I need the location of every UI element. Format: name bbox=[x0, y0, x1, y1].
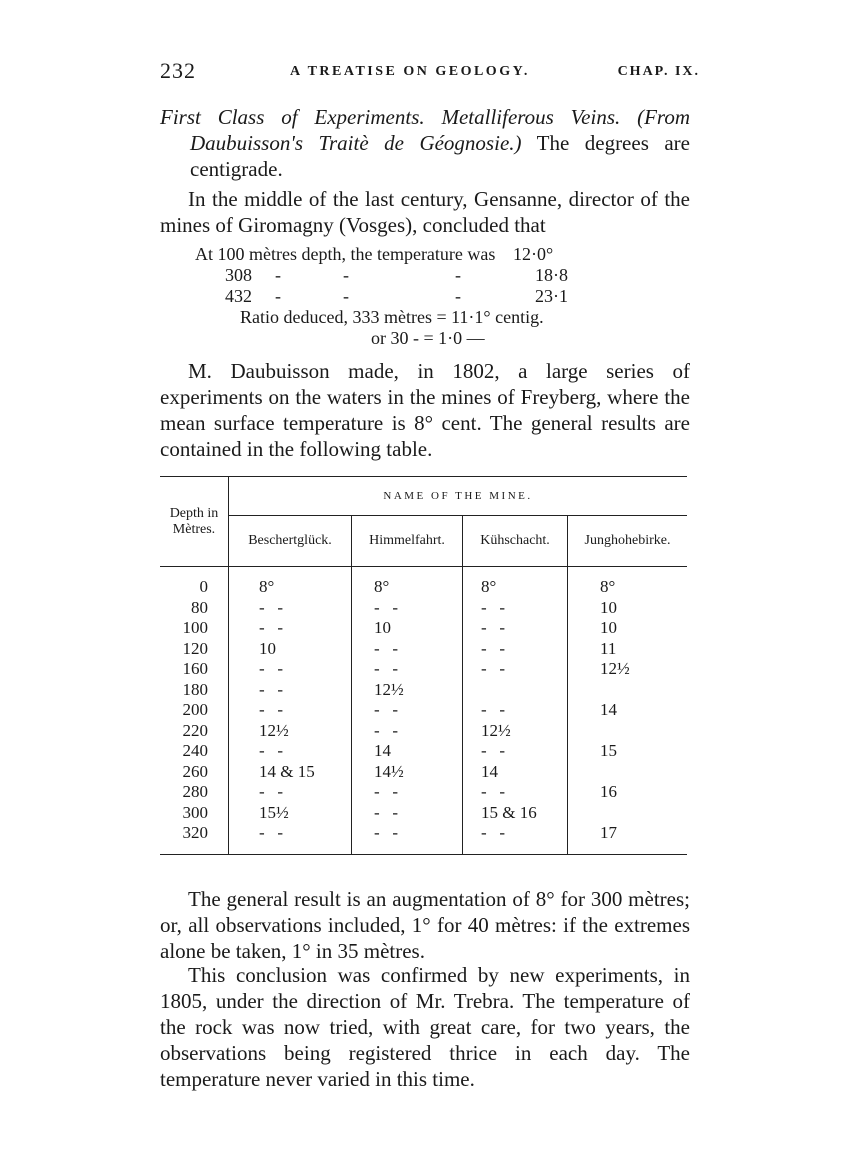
temperature-cell: 8° bbox=[463, 577, 568, 598]
table-row bbox=[160, 680, 687, 701]
temperature-cell: 15 & 16 bbox=[463, 803, 568, 824]
temperature-cell bbox=[568, 803, 688, 824]
depth-cell: 200 bbox=[160, 700, 229, 721]
temperature-cell bbox=[568, 721, 688, 742]
paragraph-result: The general result is an augmentation of 8° for 300 mètres; or, all observations included, 1° for 40 mètres: if the extremes alone be taken, 1° in 35 mètres. bbox=[160, 887, 690, 963]
temperature-cell: 11 bbox=[600, 638, 617, 658]
temperature-cell: - - bbox=[352, 721, 463, 742]
intro-note: The degrees are centigrade. bbox=[190, 131, 690, 181]
temperature-cell: - - bbox=[463, 639, 568, 660]
temperature-cell: - - bbox=[463, 782, 568, 803]
temperature-cell: 15 bbox=[600, 741, 617, 761]
temperature-cell: - - bbox=[229, 823, 352, 844]
temperature-cell: 14 bbox=[352, 741, 463, 762]
intro-heading: First Class of Experiments. Metalliferous Veins. (From Daubuisson's Traitè de Géognosie.) bbox=[160, 105, 690, 155]
depth-cell: 320 bbox=[160, 823, 229, 844]
calc-row: 308 - - - 18·8 bbox=[225, 265, 568, 285]
temperature-cell: - - bbox=[229, 782, 352, 803]
temperature-calculation bbox=[195, 243, 655, 348]
temperature-cell: - - bbox=[352, 823, 463, 844]
temperature-cell: - - bbox=[229, 598, 352, 619]
temperature-cell: - - bbox=[352, 803, 463, 824]
paragraph-daubuisson: M. Daubuisson made, in 1802, a large series of experiments on the waters in the mines of Freyberg, where the mean surface temperature is 8° cent. The general results are contained in the following table. bbox=[160, 359, 690, 461]
temperature-cell: 16 bbox=[600, 782, 617, 802]
depth-cell: 100 bbox=[160, 618, 229, 639]
depth-cell: 160 bbox=[160, 659, 229, 680]
temperature-cell: 12½ bbox=[600, 659, 630, 679]
table-row bbox=[160, 721, 687, 742]
temperature-cell: 14 bbox=[463, 762, 568, 783]
temperature-cell: 12½ bbox=[352, 680, 463, 701]
intro-paragraph bbox=[160, 104, 690, 182]
running-header bbox=[160, 58, 700, 88]
depth-cell: 180 bbox=[160, 680, 229, 701]
table-row bbox=[160, 618, 687, 639]
temperature-cell: - - bbox=[463, 741, 568, 762]
temperature-cell: 17 bbox=[600, 823, 617, 843]
temperature-cell: - - bbox=[352, 700, 463, 721]
temperature-cell: 8° bbox=[229, 577, 352, 598]
temperature-cell: - - bbox=[463, 598, 568, 619]
temperature-cell: - - bbox=[352, 659, 463, 680]
table-row bbox=[160, 741, 687, 762]
table-row bbox=[160, 823, 687, 844]
temperature-cell: - - bbox=[463, 823, 568, 844]
table-row bbox=[160, 577, 687, 598]
temperature-cell bbox=[463, 680, 568, 701]
temperature-cell: 8° bbox=[352, 577, 463, 598]
temperature-cell bbox=[568, 680, 688, 701]
table-row bbox=[160, 803, 687, 824]
calc-row: 432 - - - 23·1 bbox=[225, 286, 568, 306]
mine-group-header: NAME OF THE MINE. bbox=[229, 477, 688, 516]
page-number: 232 bbox=[160, 58, 196, 83]
temperature-cell: - - bbox=[229, 659, 352, 680]
temperature-cell: 8° bbox=[600, 577, 616, 597]
depth-cell: 0 bbox=[160, 577, 229, 598]
temperature-cell: - - bbox=[229, 741, 352, 762]
column-header: Himmelfahrt. bbox=[352, 516, 463, 567]
depth-cell: 240 bbox=[160, 741, 229, 762]
temperature-cell: 10 bbox=[229, 639, 352, 660]
temperature-cell: - - bbox=[229, 700, 352, 721]
temperature-cell: - - bbox=[352, 639, 463, 660]
table-row bbox=[160, 659, 687, 680]
temperature-cell: - - bbox=[463, 700, 568, 721]
depth-cell: 280 bbox=[160, 782, 229, 803]
table-row bbox=[160, 700, 687, 721]
depth-cell: 260 bbox=[160, 762, 229, 783]
paragraph-gensanne: In the middle of the last century, Gensanne, director of the mines of Giromagny (Vosges), concluded that bbox=[160, 187, 690, 237]
temperature-cell: 12½ bbox=[463, 721, 568, 742]
table-row bbox=[160, 782, 687, 803]
temperature-cell: - - bbox=[352, 598, 463, 619]
running-title: A TREATISE ON GEOLOGY. bbox=[290, 64, 530, 79]
temperature-cell: 15½ bbox=[229, 803, 352, 824]
temperature-cell: - - bbox=[229, 680, 352, 701]
table-row bbox=[160, 639, 687, 660]
column-header: Junghohebirke. bbox=[584, 533, 671, 548]
calc-ratio: Ratio deduced, 333 mètres = 11·1° centig. bbox=[240, 307, 544, 327]
temperature-cell: - - bbox=[352, 782, 463, 803]
table-row bbox=[160, 762, 687, 783]
temperature-cell: 12½ bbox=[229, 721, 352, 742]
temperature-cell bbox=[568, 762, 688, 783]
chapter-label: CHAP. IX. bbox=[617, 64, 700, 79]
temperature-cell: 14 bbox=[600, 700, 617, 720]
temperature-cell: - - bbox=[463, 659, 568, 680]
column-header: Beschertglück. bbox=[229, 516, 352, 567]
temperature-cell: 10 bbox=[600, 597, 617, 617]
temperature-table bbox=[160, 476, 687, 872]
paragraph-trebra: This conclusion was confirmed by new experiments, in 1805, under the direction of Mr. Trebra. The temperature of the rock was now tried, with great care, for two years, the observations being registered thrice in each day. The temperature never varied in this time. bbox=[160, 963, 690, 1091]
depth-cell: 80 bbox=[160, 598, 229, 619]
temperature-cell: 14½ bbox=[352, 762, 463, 783]
temperature-cell: - - bbox=[463, 618, 568, 639]
calc-row: At 100 mètres depth, the temperature was 12·0° bbox=[195, 244, 554, 264]
depth-cell: 120 bbox=[160, 639, 229, 660]
depth-cell: 300 bbox=[160, 803, 229, 824]
depth-column-header: Depth in Mètres. bbox=[160, 477, 229, 567]
table-row bbox=[160, 598, 687, 619]
temperature-cell: - - bbox=[229, 618, 352, 639]
temperature-cell: 10 bbox=[600, 618, 617, 638]
depth-cell: 220 bbox=[160, 721, 229, 742]
temperature-cell: 14 & 15 bbox=[229, 762, 352, 783]
temperature-cell: 10 bbox=[352, 618, 463, 639]
calc-ratio-alt: or 30 - = 1·0 — bbox=[371, 328, 485, 348]
column-header: Kühschacht. bbox=[463, 516, 568, 567]
